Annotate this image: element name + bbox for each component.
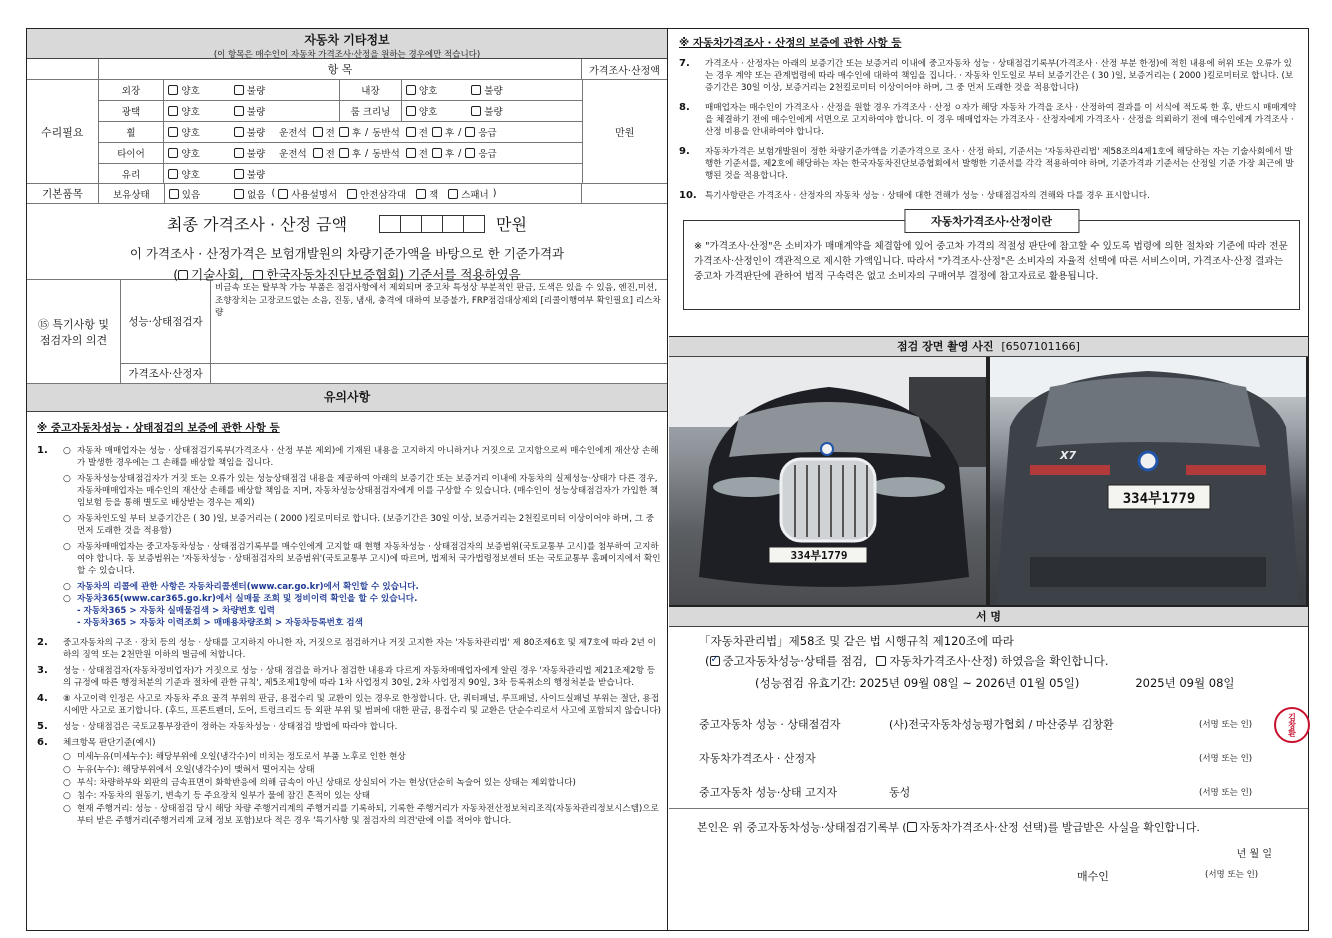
rear-plate: 334부1779 [1122, 491, 1196, 507]
price-notice-8-text: 매매업자는 매수인이 가격조사 · 산정을 원할 경우 가격조사 · 산정 ㅇ자가 해당 자동차 가격을 조사 · 산정하여 결과를 이 서식에 적도록 한 후, 반드시 매매계약을 체결하기 전에 매수인에게 서면으로 고지하여야 합니다. 이 경우 매매업자는 가격조사 · 산정자에게 가격조사 · 산정을 의뢰하기 전에 매수인에게 가격조사 · 산정 비용을 안내하여야 합니다. [705, 103, 1297, 137]
sign-section [669, 627, 1308, 809]
notice-title: 유의사항 [27, 384, 667, 412]
price-notice-7 [679, 58, 1300, 94]
sign-row-pricer [699, 741, 1298, 775]
tire-passenger-front-checkbox[interactable] [406, 148, 416, 158]
row-gloss [99, 101, 582, 122]
sign-date: 2025년 09월 08일 [1135, 676, 1235, 690]
buyer-confirm-text [697, 819, 1298, 835]
notice-1-sub-2: 자동차성능상태점검자가 거짓 또는 오류가 있는 성능상태점검 내용을 제공하여 아래의 보증기간 또는 보증거리 이내에 자동차의 실제성능·상태가 다른 경우, 자동차매매업자는 매수인의 재산상 손해를 배상할 책임을 지며, 자동차성능상태점검자에게 이를 구상할 수 있습니다. (매수인이 성능상태점검자가 가입한 책임보험 등을 통해 별도로 배상받는 경우는 제외) [77, 474, 659, 508]
final-price-unit: 만원 [496, 215, 527, 234]
exterior-bad-label: 불량 [246, 86, 266, 97]
final-price-desc2: ( 기술사회, 한국자동차진단보증협회) 기준서를 적용하였음 [173, 267, 521, 282]
glass-good-label: 양호 [181, 170, 200, 181]
right-column [669, 29, 1308, 930]
price-definition-title: 자동차가격조사·산정이란 [904, 209, 1079, 233]
tire-bad-checkbox[interactable] [234, 146, 265, 160]
sign-law: 「자동차관리법」제58조 및 같은 법 시행규칙 제120조에 따라 [699, 634, 1014, 648]
notice-6-sub-3: 부식: 차량하부와 외판의 금속표면이 화학반응에 의해 금속이 아닌 상태로 상실되어 가는 현상(단순히 녹슬어 있는 상태는 제외합니다) [77, 778, 576, 788]
price-notice-section [669, 29, 1308, 337]
car365-step-a: - 자동차365 > 자동차 실매물검색 > 차량번호 입력 [77, 606, 275, 616]
basic-items-label: 기본품목 [27, 184, 99, 203]
kadia-checkbox[interactable] [253, 270, 263, 280]
front-photo [669, 357, 986, 605]
recall-notice: 자동차의 리콜에 관한 사항은 자동차리콜센터(www.car.go.kr)에서 확인할 수 있습니다. [77, 582, 419, 592]
wheel-driver-label: 운전석 [279, 128, 307, 139]
inspector-name: (사)전국자동차성능평가협회 / 마산중부 김창환 [889, 718, 1114, 731]
tire-good-label: 양호 [181, 149, 200, 160]
tire-bad-label: 불량 [246, 149, 266, 160]
inspector-sign-hint: (서명 또는 인) [1199, 720, 1253, 730]
notice-1-sub-4: 자동차매매업자는 중고자동차성능 · 상태점검기록부를 매수인에게 고지할 때 현행 자동차성능 · 상태점검자의 보증범위(국토교통부 고시)를 첨부하여 고지하여야 합니다. 동 보증범위는 '자동차성능 · 상태점검자의 보증범위'(국토교통부 고시)에 따르며, 법제처 국가법령정보센터 또는 국토교통부 홈페이지에서 확인할 수 있습니다. [77, 542, 661, 576]
notice-6-sub-1: 미세누유(미세누수): 해당부위에 오일(냉각수)이 비치는 정도로서 부품 노후로 인한 현상 [77, 752, 406, 762]
label-exterior: 외장 [99, 80, 165, 100]
inspector-seal: 김창환 [1274, 707, 1310, 743]
spanner-checkbox[interactable] [448, 187, 489, 201]
notice-item-2 [37, 637, 661, 661]
price-check-label: 자동차가격조사·산정) 하였음을 확인합니다. [889, 654, 1109, 668]
tire-good-checkbox[interactable] [168, 146, 199, 160]
notice-body [27, 412, 667, 828]
manual-label: 사용설명서 [291, 189, 338, 201]
pricer-label: 자동차가격조사 · 산정자 [699, 752, 816, 765]
opinion-inspector-text: 비금속 또는 탈부착 가능 부품은 점검사항에서 제외되며 중고차 특성상 부분적인 판금, 도색은 있을 수 있음, 엔진,미션, 조향장치는 고장코드없는 소음, 진동, 냄새, 충격에 대하여 보증불가, FRP점검대상제외 [리콜이행여부 확인필요] 리스차량 [215, 283, 661, 318]
notice-6-sub-2: 누유(누수): 해당부위에서 오일(냉각수)이 맺혀서 떨어지는 상태 [77, 765, 315, 775]
kadia-label: 한국자동차진단보증협회 [266, 267, 400, 282]
price-definition-box [683, 215, 1300, 310]
exterior-good-checkbox[interactable] [168, 83, 199, 97]
interior-good-label: 양호 [418, 86, 438, 97]
tire-passenger-rear-label: 후 [444, 149, 455, 160]
car365-step-b: - 자동차365 > 자동차 이력조회 > 매매용차량조회 > 자동차등록번호 검색 [77, 618, 363, 628]
label-interior: 내장 [340, 80, 402, 100]
interior-bad-checkbox[interactable] [471, 83, 502, 97]
jack-checkbox[interactable] [416, 187, 438, 201]
exterior-bad-checkbox[interactable] [234, 83, 265, 97]
sign-row-notifier [699, 775, 1298, 809]
price-notice-9-num: 9. [679, 146, 690, 157]
final-price-section [27, 204, 667, 280]
wheel-driver-rear-label: 후 [351, 128, 362, 139]
wheel-bad-label: 불량 [246, 128, 266, 139]
possession-no-label: 없음 [247, 189, 266, 201]
final-desc2-text: ) 기준서를 적용하였음 [399, 267, 521, 282]
price-notice-heading: ※ 자동차가격조사 · 산정의 보증에 관한 사항 등 [679, 37, 902, 49]
notice-3-num: 3. [37, 665, 48, 676]
notice-1-sub-1: 자동차 매매업자는 성능 · 상태점검기록부(가격조사 · 산정 부분 제외)에 기재된 내용을 고지하지 아니하거나 거짓으로 고지함으로써 매수인에게 재산상 손해가 발생한 경우에는 그 손해를 배상할 책임을 집니다. [77, 446, 659, 468]
glass-good-checkbox[interactable] [168, 167, 199, 181]
tire-driver-front-checkbox[interactable] [313, 148, 323, 158]
notice-2-num: 2. [37, 637, 48, 648]
car-info-title: 자동차 기타정보 [304, 33, 390, 47]
front-plate: 334부1779 [790, 549, 848, 562]
possession-yes-label: 있음 [181, 189, 201, 201]
final-price-title: 최종 가격조사 · 산정 금액 [167, 215, 348, 234]
notice-4-text: ⑧ 사고이력 인정은 사고로 자동차 주요 골격 부위의 판금, 용접수리 및 교환이 있는 경우로 한정합니다. 단, 쿼터패널, 루프패널, 사이드실패널 부위는 절단, 용접 시에만 사고로 표기합니다. (후드, 프론트펜더, 도어, 트렁크리드 등 외판 부위 및 범퍼에 대한 판금, 용접수리 및 교환은 단순수리로서 사고에 포함되지 않습니다) [63, 694, 661, 716]
label-wheel: 휠 [99, 122, 165, 142]
wheel-passenger-front-checkbox[interactable] [406, 127, 416, 137]
notifier-label: 중고자동차 성능·상태 고지자 [699, 786, 838, 799]
notice-6-sub-4: 침수: 자동차의 원동기, 변속기 등 주요장치 일부가 물에 잠긴 흔적이 있는 상태 [77, 791, 371, 801]
wheel-passenger-rear-label: 후 [444, 128, 455, 139]
row-basic-items: 기본품목 보유상태 있음 없음 ( 사용설명서 안전삼각대 잭 스패너 ) [27, 184, 667, 204]
possession-no-checkbox[interactable] [234, 187, 265, 201]
wheel-passenger-front-label: 전 [418, 128, 428, 139]
label-gloss: 광택 [99, 101, 165, 121]
sign-row-inspector [699, 707, 1298, 741]
notifier-name: 동성 [889, 786, 911, 799]
tire-passenger-rear-checkbox[interactable] [432, 148, 442, 158]
photos-code: [6507101166] [1001, 340, 1080, 353]
room-bad-checkbox[interactable] [471, 104, 502, 118]
col-item-label: 항 목 [99, 59, 582, 79]
notice-4-num: 4. [37, 693, 48, 704]
tire-driver-front-label: 전 [325, 149, 335, 160]
wheel-passenger-rear-checkbox[interactable] [432, 127, 442, 137]
buyer-confirm-part2: 자동차가격조사·산정 선택)를 발급받은 사실을 확인합니다. [919, 821, 1200, 834]
inspection-record-page [26, 28, 1309, 931]
col-price-label: 가격조사·산정액 [589, 65, 660, 77]
gloss-good-checkbox[interactable] [168, 104, 199, 118]
triangle-label: 안전삼각대 [360, 189, 407, 201]
photos-header [669, 337, 1308, 357]
price-notice-8-num: 8. [679, 102, 690, 113]
notice-item-1: 1. ○ 자동차 매매업자는 성능 · 상태점검기록부(가격조사 · 산정 부분 제외)에 기재된 내용을 고지하지 아니하거나 거짓으로 고지함으로써 매수인에게 재산상 손해가 발생한 경우에는 그 손해를 배상할 책임을 집니다. ○ 자동차성능상태점검자가 거짓 또는 오류가 있는 성능상태점검 내용을 제공하여 아래의 보증기간 또는 보증거리 이내에 자동차의 실제성능·상태가 다른 경우, 자동차매매업자는 매수인의 재산상 손해를 배상할 책임을 지며, 자동차성능상태점검자에게 이를 구상할 수 있습니다. (매수인이 성능상태점검자가 가입한 책임보험 등을 통해 별도로 배상받는 경우는 제외) ○ 자동차인도일 부터 보증기간은 ( 30 )일, 보증거리는 ( 2000 )킬로미터로 합니다. (보증기간은 30일 이상, 보증거리는 2천킬로미터 이상이어야 하며, 그 중 먼저 도래한 것을 적용함) ○ 자동차매매업자는 중고자동차성능 · 상태점검기록부를 매수인에게 고지할 때 현행 자동차성능 · 상태점검자의 보증범위(국토교통부 고시)를 첨부하여 고지하여야 합니다. 동 보증범위는 '자동차성능 · 상태점검자의 보증범위'(국토교통부 고시)에 따르며, 법제처 국가법령정보센터 또는 국토교통부 홈페이지에서 확인할 수 있습니다. ○ 자동차의 리콜에 관한 사항은 자동차리콜센터(www.car.go.kr)에서 확인할 수 있습니다. ○ 자동차365(www.car365.go.kr)에서 실매물 조회 및 정비이력 확인을 할 수 있습니다. - 자동차365 > 자동차 실매물검색 > 차량번호 입력 - 자동차365 > 자동차 이력조회 > 매매용차량조회 > 자동차등록번호 검색 [37, 445, 661, 628]
tire-emergency-checkbox[interactable] [465, 148, 475, 158]
notice-item-4 [37, 693, 661, 717]
opinion-pricer-text[interactable] [211, 364, 667, 383]
notifier-sign-hint: (서명 또는 인) [1199, 788, 1253, 798]
exterior-good-label: 양호 [181, 86, 200, 97]
notice-item-5 [37, 721, 661, 733]
car-info-header [27, 29, 667, 59]
performance-check-checkbox[interactable] [710, 656, 720, 666]
validity-text: (성능점검 유효기간: 2025년 09월 08일 ~ 2026년 01월 05일) [755, 676, 1080, 690]
possession-label: 보유상태 [99, 184, 165, 203]
notice-2-text: 중고자동차의 구조 · 장치 등의 성능 · 상태를 고지하지 아니한 자, 거짓으로 점검하거나 거짓 고지한 자는 '자동차관리법' 제 80조제6호 및 제7호에 따라 2년 이하의 징역 또는 2천만원 이하의 벌금에 처합니다. [63, 638, 656, 660]
car-info-subtitle: (이 항목은 매수인이 자동차 가격조사·산정을 원하는 경우에만 적습니다) [213, 50, 481, 60]
car-info-table-header [27, 59, 667, 80]
row-glass [99, 164, 582, 184]
jack-label: 잭 [429, 189, 439, 201]
buyer-confirm-section [669, 809, 1308, 884]
notice-6-title: 체크항목 판단기준(예시) [63, 738, 156, 748]
room-good-checkbox[interactable] [406, 104, 437, 118]
final-price-boxes[interactable] [379, 214, 484, 234]
price-notice-9 [679, 146, 1300, 182]
room-bad-label: 불량 [484, 107, 503, 118]
wheel-good-checkbox[interactable] [168, 125, 199, 139]
glass-bad-checkbox[interactable] [234, 167, 265, 181]
label-glass: 유리 [99, 164, 165, 184]
car365-notice: 자동차365(www.car365.go.kr)에서 실매물 조회 및 정비이력 확인을 할 수 있습니다. [77, 594, 418, 604]
price-notice-10-num: 10. [679, 190, 697, 201]
photos-title: 점검 장면 촬영 사진 [897, 340, 994, 353]
row-wheel: 휠 양호 불량 운전석 전 후 / 동반석 전 후 / 응급 [99, 122, 582, 143]
notice-6-sub-5: 현재 주행거리: 성능 · 상태점검 당시 해당 차량 주행거리계의 주행거리를 기록하되, 기록한 주행거리가 자동차전산정보처리조직(자동차관리정보시스템)으로부터 받은 주행거리(주행거리계 교체 정보 포함)보다 적은 경우 '특기사항 및 점검자의 의견'란에 이를 적어야 합니다. [77, 804, 659, 826]
opinion-pricer-label: 가격조사·산정자 [121, 364, 211, 383]
glass-bad-label: 불량 [246, 170, 266, 181]
wheel-emergency-checkbox[interactable] [465, 127, 475, 137]
repair-rows [99, 80, 583, 183]
wheel-driver-front-checkbox[interactable] [313, 127, 323, 137]
final-price-desc1: 이 가격조사 · 산정가격은 보험개발원의 차량기준가액을 바탕으로 한 기준가격과 [129, 246, 565, 261]
buyer-price-checkbox[interactable] [907, 822, 917, 832]
left-column [27, 29, 668, 930]
notice-5-num: 5. [37, 721, 48, 732]
wheel-bad-checkbox[interactable] [234, 125, 265, 139]
interior-bad-label: 불량 [484, 86, 503, 97]
validity-row [699, 675, 1298, 691]
notice-item-3 [37, 665, 661, 689]
price-definition-text: ※ "가격조사·산정"은 소비자가 매매계약을 체결함에 있어 중고차 가격의 적절성 판단에 참고할 수 있도록 법령에 의한 절차와 기준에 따라 전문 가격조사·산정인이 객관적으로 제시한 가액입니다. 따라서 "가격조사·산정"은 소비자의 자율적 선택에 따른 서비스이며, 가격조사·산정 결과는 중고차 가격판단에 관하여 법적 구속력은 없고 소비자의 구매여부 결정에 참고자료로 활용됩니다. [694, 241, 1288, 282]
notice-5-text: 성능 · 상태점검은 국토교통부장관이 정하는 자동차성능 · 상태점검 방법에 따라야 합니다. [63, 722, 398, 732]
spanner-label: 스패너 [461, 189, 489, 201]
price-notice-10 [679, 190, 1300, 202]
inspector-label: 중고자동차 성능 · 상태점검자 [699, 718, 841, 731]
tire-driver-label: 운전석 [279, 149, 307, 160]
opinion-section [27, 280, 667, 384]
price-notice-8 [679, 102, 1300, 138]
tire-passenger-label: 동반석 [372, 149, 400, 160]
notice-heading: ※ 중고자동차성능 · 상태점검의 보증에 관한 사항 등 [37, 422, 280, 434]
row-exterior [99, 80, 582, 101]
row-tire: 타이어 양호 불량 운전석 전 후 / 동반석 전 후 / 응급 [99, 143, 582, 164]
buyer-date: 년 월 일 [1236, 849, 1272, 860]
opinion-inspector-label: 성능·상태점검자 [121, 280, 211, 363]
buyer-label: 매수인 [1077, 870, 1109, 883]
label-tire: 타이어 [99, 143, 165, 163]
tire-passenger-front-label: 전 [418, 149, 428, 160]
performance-check-label: 중고자동차성능·상태를 점검, [722, 654, 867, 668]
price-notice-7-text: 가격조사 · 산정자는 아래의 보증기간 또는 보증거리 이내에 중고자동차 성능 · 상태점검기록부(가격조사 · 산정 부분 한정)에 적힌 내용에 허위 또는 오류가 있는 경우 계약 또는 관계법령에 따라 매수인에 대하여 책임을 집니다. · 자동차 인도일로 부터 보증기간은 ( 30 )일, 보증거리는 ( 2000 )킬로미터로 합니다. (보증기간은 30일 이상, 보증거리는 2천킬로미터 이상이어야 하며, 그 중 먼저 도래한 것을 적용합니다) [705, 59, 1294, 93]
sign-title: 서 명 [669, 607, 1308, 627]
wheel-driver-rear-checkbox[interactable] [339, 127, 349, 137]
photos-area [669, 357, 1308, 607]
tire-driver-rear-label: 후 [351, 149, 362, 160]
wheel-emergency-label: 응급 [478, 128, 497, 139]
wheel-passenger-label: 동반석 [372, 128, 400, 139]
repair-price-unit: 만원 [615, 128, 635, 139]
notice-item-6: 6. 체크항목 판단기준(예시) ○ 미세누유(미세누수): 해당부위에 오일(냉각수)이 비치는 정도로서 부품 노후로 인한 현상 ○ 누유(누수): 해당부위에서 오일(냉각수)이 맺혀서 떨어지는 상태 ○ 부식: 차량하부와 외판의 금속표면이 화학반응에 의해 금속이 아닌 상태로 상실되어 가는 현상(단순히 녹슬어 있는 상태는 제외합니다) ○ 침수: 자동차의 원동기, 변속기 등 주요장치 일부가 물에 잠긴 흔적이 있는 상태 ○ 현재 주행거리: 성능 · 상태점검 당시 해당 차량 주행거리계의 주행거리를 기록하되, 기록한 주행거리가 자동차전산정보처리조직(자동차관리정보시스템)으로부터 받은 주행거리(주행거리계 교체 정보 포함)보다 적은 경우 '특기사항 및 점검자의 의견'란에 이를 적어야 합니다. [37, 737, 661, 828]
triangle-checkbox[interactable] [347, 187, 406, 201]
repair-label: 수리필요 [27, 80, 99, 183]
wheel-driver-front-label: 전 [325, 128, 335, 139]
rear-photo [990, 357, 1306, 605]
price-notice-7-num: 7. [679, 58, 690, 69]
rear-badge: X7 [1060, 449, 1077, 462]
label-room-cleaning: 룸 크리닝 [340, 101, 402, 121]
repair-block [27, 80, 667, 184]
buyer-sign-hint: (서명 또는 인) [1205, 870, 1259, 880]
interior-good-checkbox[interactable] [406, 83, 437, 97]
price-notice-9-text: 자동차가격은 보험개발원이 정한 차량기준가액을 기준가격으로 조사 · 산정 하되, 기준서는 '자동차관리법' 제58조의4제1호에 해당하는 자는 기술사회에서 발행한 기준서를, 제2호에 해당하는 자는 한국자동차진단보증협회에서 발행한 기준서를 각각 적용하여야 하며, 기준가격과 기준서는 산정일 기준 가장 최근에 발행된 것을 적용합니다. [705, 147, 1294, 181]
opinion-label: ⑮ 특기사항 및 점검자의 의견 [27, 280, 121, 383]
tech-society-checkbox[interactable] [178, 270, 188, 280]
gloss-good-label: 양호 [181, 107, 200, 118]
tire-driver-rear-checkbox[interactable] [339, 148, 349, 158]
gloss-bad-label: 불량 [246, 107, 266, 118]
price-check-checkbox[interactable] [876, 656, 886, 666]
wheel-good-label: 양호 [181, 128, 200, 139]
possession-yes-checkbox[interactable] [169, 187, 200, 201]
gloss-bad-checkbox[interactable] [234, 104, 265, 118]
notice-1-sub-3: 자동차인도일 부터 보증기간은 ( 30 )일, 보증거리는 ( 2000 )킬로미터로 합니다. (보증기간은 30일 이상, 보증거리는 2천킬로미터 이상이어야 하며, 그 중 먼저 도래한 것을 적용함) [77, 514, 655, 536]
room-good-label: 양호 [418, 107, 438, 118]
manual-checkbox[interactable] [278, 187, 337, 201]
sign-checks: (✓ 중고자동차성능·상태를 점검, 자동차가격조사·산정) 하였음을 확인합니다. [699, 653, 1298, 669]
price-notice-10-text: 특기사항란은 가격조사 · 산정자의 자동차 성능 · 상태에 대한 견해가 성능 · 상태점검자의 견해와 다를 경우 표시합니다. [705, 191, 1150, 201]
notice-3-text: 성능 · 상태점검자(자동차정비업자)가 거짓으로 성능 · 상태 점검을 하거나 점검한 내용과 다르게 자동차매매업자에게 알린 경우 '자동차관리법 제21조제2항 등의 규정에 따른 행정처분의 기준과 절차에 관한 규칙', 제5조제1항에 따라 1차 사업정지 30일, 2차 사업정지 90일, 3차 등록취소의 행정처분을 받습니다. [63, 666, 656, 688]
buyer-confirm-part1: 본인은 위 중고자동차성능·상태점검기록부 ( [697, 821, 907, 834]
pricer-sign-hint: (서명 또는 인) [1199, 754, 1253, 764]
tire-emergency-label: 응급 [478, 149, 497, 160]
tech-society-label: 기술사회, [191, 267, 244, 282]
